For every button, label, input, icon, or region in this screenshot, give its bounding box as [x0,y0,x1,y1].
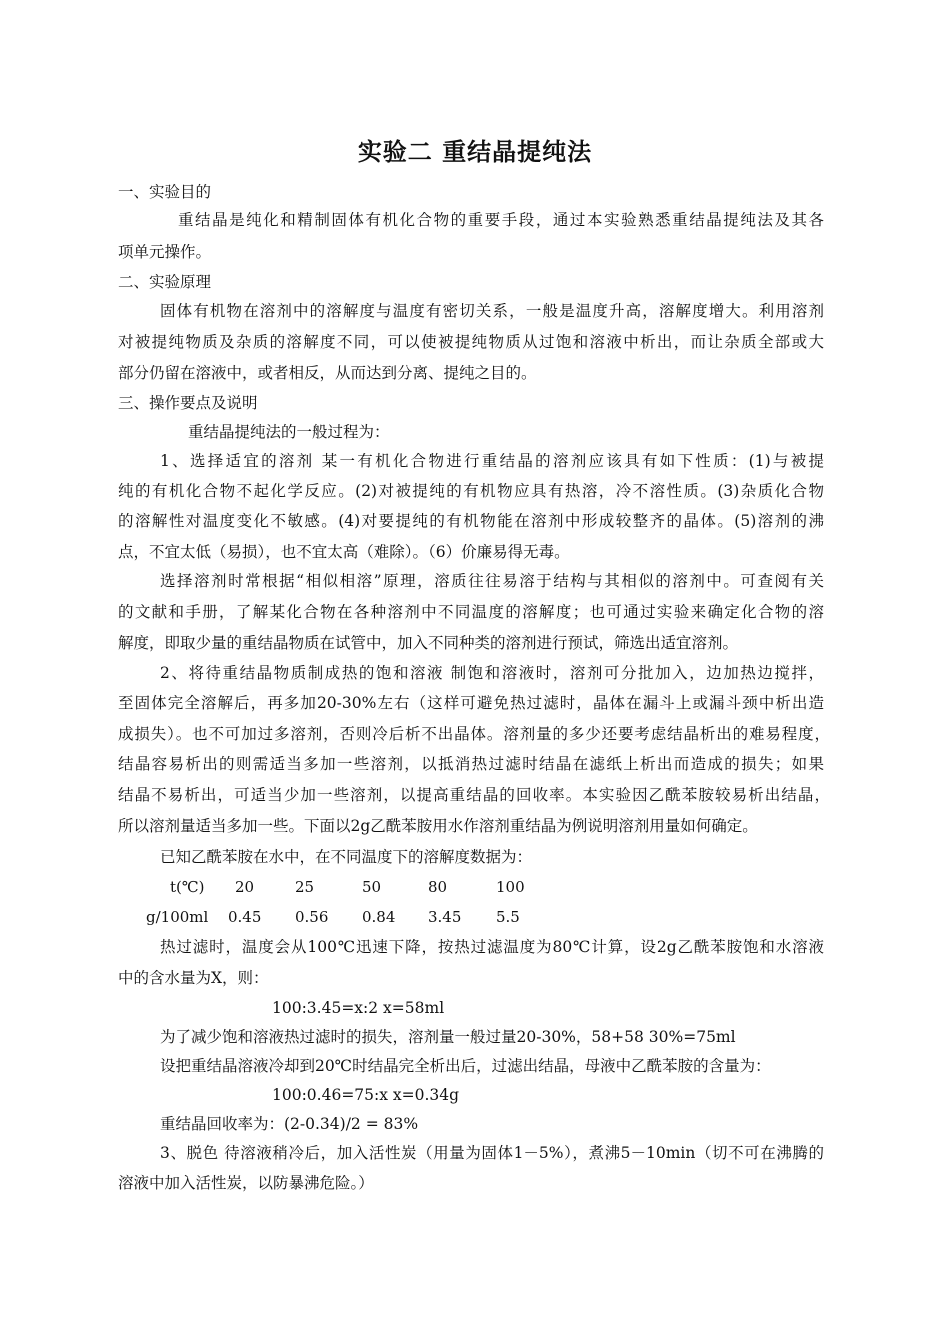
paragraph-line: 结晶容易析出的则需适当多加一些溶剂，以抵消热过滤时结晶在滤纸上析出而造成的损失；如果 [118,755,824,773]
section-heading-principle: 二、实验原理 [118,273,212,291]
paragraph-line: 点，不宜太低（易损），也不宜太高（难除）。（6）价廉易得无毒。 [118,543,570,561]
paragraph-line: 重结晶回收率为：(2-0.34)/2 = 83% [160,1115,419,1133]
paragraph-line: 解度，即取少量的重结晶物质在试管中，加入不同种类的溶剂进行预试，筛选出适宜溶剂。 [118,634,739,652]
table-cell: 0.45 [228,908,262,926]
paragraph-line: 1、选择适宜的溶剂 某一有机化合物进行重结晶的溶剂应该具有如下性质：(1)与被提 [160,452,824,470]
table-cell: 80 [428,878,448,896]
paragraph-line: 结晶不易析出，可适当少加一些溶剂，以提高重结晶的回收率。本实验因乙酰苯胺较易析出结晶， [118,786,830,804]
paragraph-line: 重结晶是纯化和精制固体有机化合物的重要手段，通过本实验熟悉重结晶提纯法及其各 [178,211,824,229]
paragraph-line: 中的含水量为X，则： [118,969,269,987]
paragraph-line: 热过滤时，温度会从100℃迅速下降，按热过滤温度为80℃计算，设2g乙酰苯胺饱和水溶液 [160,938,824,956]
paragraph-line: 重结晶提纯法的一般过程为： [188,423,390,441]
table-cell: 20 [235,878,255,896]
paragraph-line: 的溶解性对温度变化不敏感。(4)对要提纯的有机物能在溶剂中形成较整齐的晶体。(5)溶剂的沸 [118,512,824,530]
equation-line: 100:3.45=x:2 x=58ml [272,999,445,1017]
paragraph-line: 成损失）。也不可加过多溶剂，否则冷后析不出晶体。溶剂量的多少还要考虑结晶析出的难易程度， [118,725,830,743]
paragraph-line: 至固体完全溶解后，再多加20-30%左右（这样可避免热过滤时，晶体在漏斗上或漏斗颈中析出造 [118,694,824,712]
paragraph-line: 部分仍留在溶液中，或者相反，从而达到分离、提纯之目的。 [118,364,537,382]
paragraph-line: 项单元操作。 [118,243,212,261]
section-heading-purpose: 一、实验目的 [118,183,212,201]
table-cell: 0.56 [295,908,329,926]
table-cell: 25 [295,878,315,896]
paragraph-line: 固体有机物在溶剂中的溶解度与温度有密切关系，一般是温度升高，溶解度增大。利用溶剂 [160,302,824,320]
table-cell: g/100ml [146,908,209,926]
paragraph-line: 的文献和手册，了解某化合物在各种溶剂中不同温度的溶解度；也可通过实验来确定化合物的溶 [118,603,824,621]
paragraph-line: 设把重结晶溶液冷却到20℃时结晶完全析出后，过滤出结晶，母液中乙酰苯胺的含量为： [160,1057,771,1075]
section-heading-operation: 三、操作要点及说明 [118,394,258,412]
paragraph-line: 3、脱色 待溶液稍冷后，加入活性炭（用量为固体1－5%），煮沸5－10min（切不可在沸腾的 [160,1144,824,1162]
paragraph-line: 所以溶剂量适当多加一些。下面以2g乙酰苯胺用水作溶剂重结晶为例说明溶剂用量如何确定。 [118,817,758,835]
table-cell: t(℃) [170,878,205,896]
paragraph-line: 纯的有机化合物不起化学反应。(2)对被提纯的有机物应具有热溶，冷不溶性质。(3)杂质化合物 [118,482,824,500]
equation-line: 100:0.46=75:x x=0.34g [272,1086,460,1104]
table-cell: 100 [496,878,525,896]
table-cell: 3.45 [428,908,462,926]
page-title: 实验二 重结晶提纯法 [357,138,593,166]
paragraph-line: 对被提纯物质及杂质的溶解度不同，可以使被提纯物质从过饱和溶液中析出，而让杂质全部或大 [118,333,824,351]
table-cell: 0.84 [362,908,396,926]
paragraph-line: 2、将待重结晶物质制成热的饱和溶液 制饱和溶液时，溶剂可分批加入，边加热边搅拌， [160,664,824,682]
paragraph-line: 已知乙酰苯胺在水中，在不同温度下的溶解度数据为： [160,848,533,866]
table-cell: 50 [362,878,382,896]
table-cell: 5.5 [496,908,520,926]
paragraph-line: 为了减少饱和溶液热过滤时的损失，溶剂量一般过量20-30%，58+58 30%=75ml [160,1028,736,1046]
paragraph-line: 选择溶剂时常根据“相似相溶”原理，溶质往往易溶于结构与其相似的溶剂中。可查阅有关 [160,572,824,590]
paragraph-line: 溶液中加入活性炭，以防暴沸危险。） [118,1174,374,1192]
